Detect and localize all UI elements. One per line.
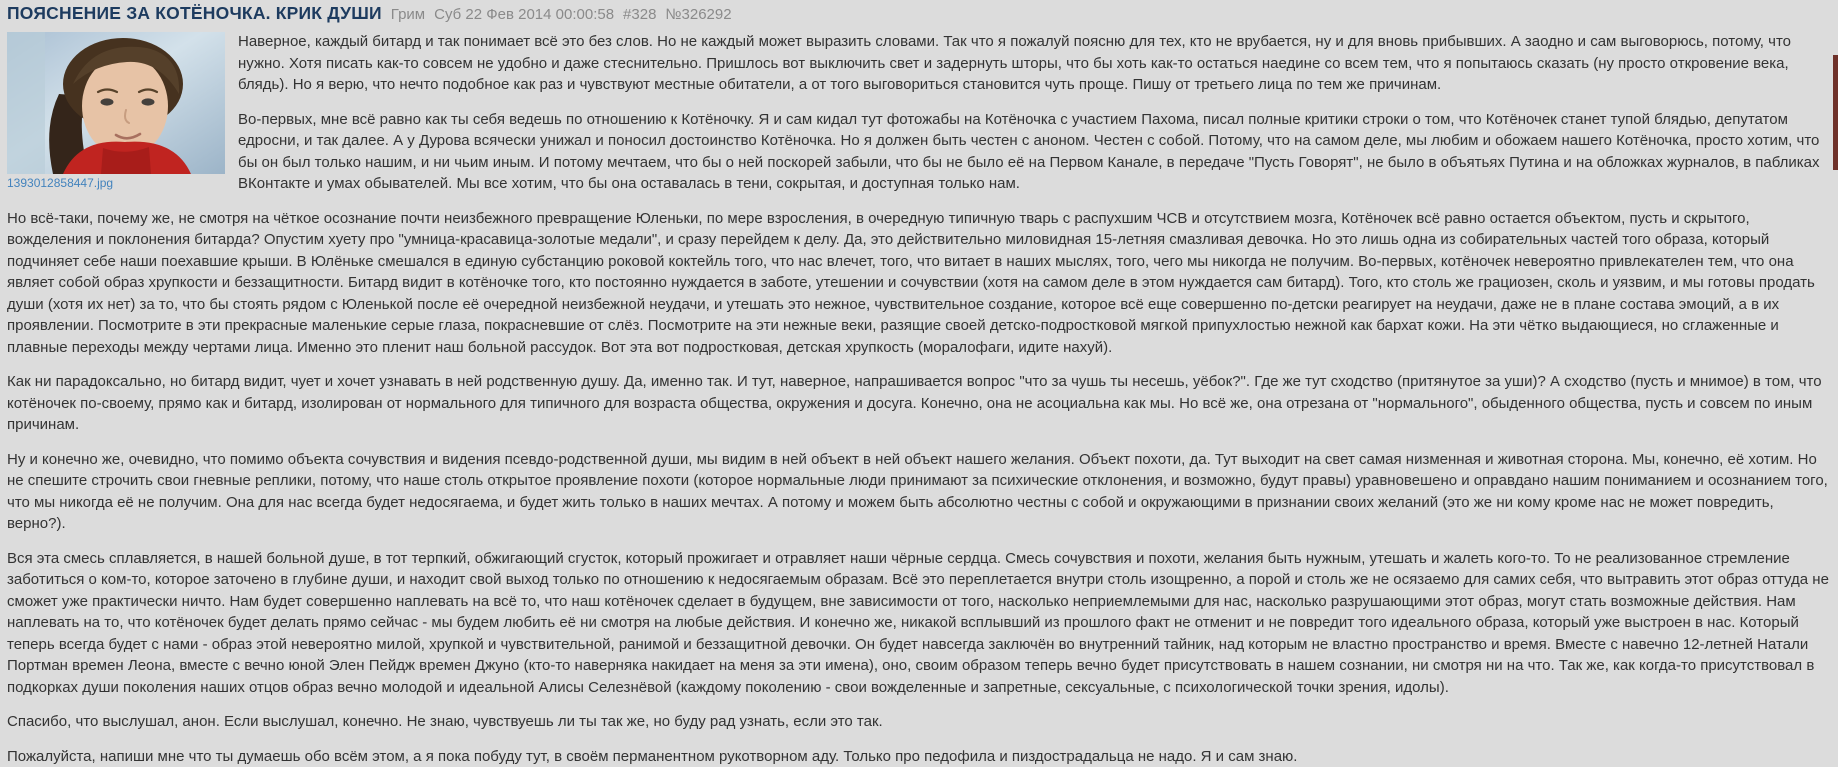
post-ordinal-link[interactable]: #328 [623, 6, 656, 23]
post-number-link[interactable]: №326292 [665, 6, 731, 23]
post-paragraph: Наверное, каждый битард и так понимает всё это без слов. Но не каждый может выразить словами. Так что я пожалуй поясню для тех, кто не врубается, ну и для вновь прибывших. А заодно и сам выговорюсь, потому, что нужно. Хотя писать как-то совсем не удобно и даже стеснительно. Пришлось вот выключить свет и задернуть шторы, что бы хоть как-то остаться наедине со всем тем, что я попытаюсь сказать (ну просто откровение века, блядь). Но я верю, что нечто подобное как раз и чувствуют местные обитатели, а от того выговориться становится чуть проще. Пишу от третьего лица по тем же причинам. [7, 31, 1830, 96]
scrollbar-thumb[interactable] [1833, 55, 1838, 170]
post-paragraph: Ну и конечно же, очевидно, что помимо объекта сочувствия и видения псевдо-родственной души, мы видим в ней объект в ней объект нашего желания. Объект похоти, да. Тут выходит на свет самая низменная и животная сторона. Мы, конечно, её хотим. Но не спешите строчить свои гневные реплики, потому, что наше столь открытое проявление похоти (которое нормальные люди принимают за психические отклонения, и возможно, будут правы) уравновешено и оправдано нашим пониманием и осознанием того, что мы никогда её не получим. Она для нас всегда будет недосягаема, и будет жить только в наших мечтах. А потому и можем быть абсолютно честны с собой и окружающими в признании своих желаний (это же ни кому кроме нас не может повредить, верно?). [7, 449, 1830, 535]
post-paragraph: Как ни парадоксально, но битард видит, чует и хочет узнавать в ней родственную душу. Да, именно так. И тут, наверное, напрашивается вопрос "что за чушь ты несешь, уёбок?". Где же тут сходство (притянутое за уши)? А сходство (пусть и мнимое) в том, что котёночек по-своему, прямо как и битард, изолирован от нормального для типичного для возраста общества, окружения и досуга. Конечно, она не асоциальна как мы. Но всё же, она отрезана от "нормального", обыденного общества, пусть и совсем по иным причинам. [7, 371, 1830, 436]
post-image-block [7, 32, 225, 192]
poster-name: Грим [391, 6, 425, 23]
thumbnail-photo [7, 32, 225, 174]
image-thumbnail[interactable] [7, 32, 225, 174]
post-paragraph: Спасибо, что выслушал, анон. Если выслушал, конечно. Не знаю, чувствуешь ли ты так же, но буду рад узнать, если это так. [7, 711, 1830, 733]
post-paragraph: Но всё-таки, почему же, не смотря на чёткое осознание почти неизбежного превращение Юленьки, по мере взросления, в очередную типичную тварь с распухшим ЧСВ и отсутствием мозга, Котёночек всё равно остается объектом, пусть и скрытого, вожделения и поклонения битарда? Опустим хуету про "умница-красавица-золотые медали", и сразу перейдем к делу. Да, это действительно миловидная 15-летняя смазливая девочка. Но это лишь одна из собирательных частей того образа, который подчиняет себе наши поехавшие крыши. В Юлёньке смешался в единую субстанцию роковой коктейль того, что нас влечет, того, что витает в наших мыслях, того, чего мы никогда не получим. Во-первых, котёночек невероятно привлекателен тем, что она являет собой образ хрупкости и беззащитности. Битард видит в котёночке того, кто постоянно нуждается в заботе, утешении и сочувствии (хотя на самом деле в этом нуждается сам битард). Того, кто столь же грациозен, сколь и уязвим, и мы готовы продать души (хотя их нет) за то, что бы стоять рядом с Юленькой после её очередной неизбежной неудачи, и утешать это нежное, чувствительное создание, которое всё еще совершенно по-детски реагирует на неудачи, даже не в плане состава эмоций, а в их проявлении. Посмотрите в эти прекрасные маленькие серые глаза, покрасневшие от слёз. Посмотрите на эти нежные веки, разящие своей детско-подростковой мягкой припухлостью нежной как бархат кожи. На эти чётко выдающиеся, но сглаженные и плавные переходы между чертами лица. Именно это пленит наш больной рассудок. Вот эта вот подростковая, детская хрупкость (моралофаги, идите нахуй). [7, 208, 1830, 359]
post-paragraph: Вся эта смесь сплавляется, в нашей больной душе, в тот терпкий, обжигающий сгусток, который прожигает и отравляет наши чёрные сердца. Смесь сочувствия и похоти, желания быть нужным, утешать и жалеть кого-то. То не реализованное стремление заботиться о ком-то, которое заточено в глубине души, и находит свой выход только по отношению к недосягаемым образам. Всё это переплетается внутри столь изощренно, а порой и столь же не осязаемо для самих себя, что вытравить этот образ оттуда не сможет уже практически ничто. Нам будет совершенно наплевать на всё то, что наш котёночек сделает в будущем, вне зависимости от того, насколько неприемлемыми для нас, насколько разрушающими этот образ, могут стать возможные действия. Нам наплевать на то, что котёночек будет делать прямо сейчас - мы будем любить её ни смотря на любые действия. И конечно же, никакой всплывший из прошлого факт не отменит и не повредит того идеального образа, который уже выстроен в нас. Который теперь всегда будет с нами - образ этой невероятно милой, хрупкой и чувствительной, ранимой и беззащитной девочки. Он будет навсегда заключён во внутренний тайник, над которым не властно пространство и время. Вместе с навечно 12-летней Натали Портман времен Леона, вместе с вечно юной Элен Пейдж времен Джуно (кто-то наверняка накидает на меня за эти имена), оно, своим образом теперь вечно будет присутствовать в нашем сознании, ни смотря ни на что. Так же, как когда-то присутствовал в подкорках души поколения наших отцов образ вечно молодой и идеальной Алисы Селезнёвой (каждому поколению - свои вожделенные и запретные, сексуальные, с психологической точки зрения, идолы). [7, 548, 1830, 699]
post-header [7, 3, 1830, 24]
image-filename-link[interactable]: 1393012858447.jpg [7, 176, 113, 190]
post-body [7, 31, 1830, 767]
post-paragraph: Во-первых, мне всё равно как ты себя ведешь по отношению к Котёночку. Я и сам кидал тут фотожабы на Котёночка с участием Пахома, писал полные критики строки о том, что Котёночек станет тупой блядью, депутатом едросни, и так далее. А у Дурова всячески унижал и поносил достоинство Котёночка. Но я должен быть честен с аноном. Честен с собой. Потому, что на самом деле, мы любим и обожаем нашего Котёночка, просто хотим, что бы он был только нашим, и ни чьим иным. И потому мечтаем, что бы о ней поскорей забыли, что бы не было её на Первом Канале, в передаче "Пусть Говорят", не было в объятьях Путина и на обложках журналов, в пабликах ВКонтакте и умах обывателей. Мы все хотим, что бы она оставалась в тени, сокрытая, и доступная только нам. [7, 109, 1830, 195]
post-paragraph: Пожалуйста, напиши мне что ты думаешь обо всём этом, а я пока побуду тут, в своём перманентном рукотворном аду. Только про педофила и пиздострадальца не надо. Я и сам знаю. [7, 746, 1830, 767]
post-subject: ПОЯСНЕНИЕ ЗА КОТЁНОЧКА. КРИК ДУШИ [7, 3, 382, 23]
post-date: Суб 22 Фев 2014 00:00:58 [434, 6, 614, 23]
